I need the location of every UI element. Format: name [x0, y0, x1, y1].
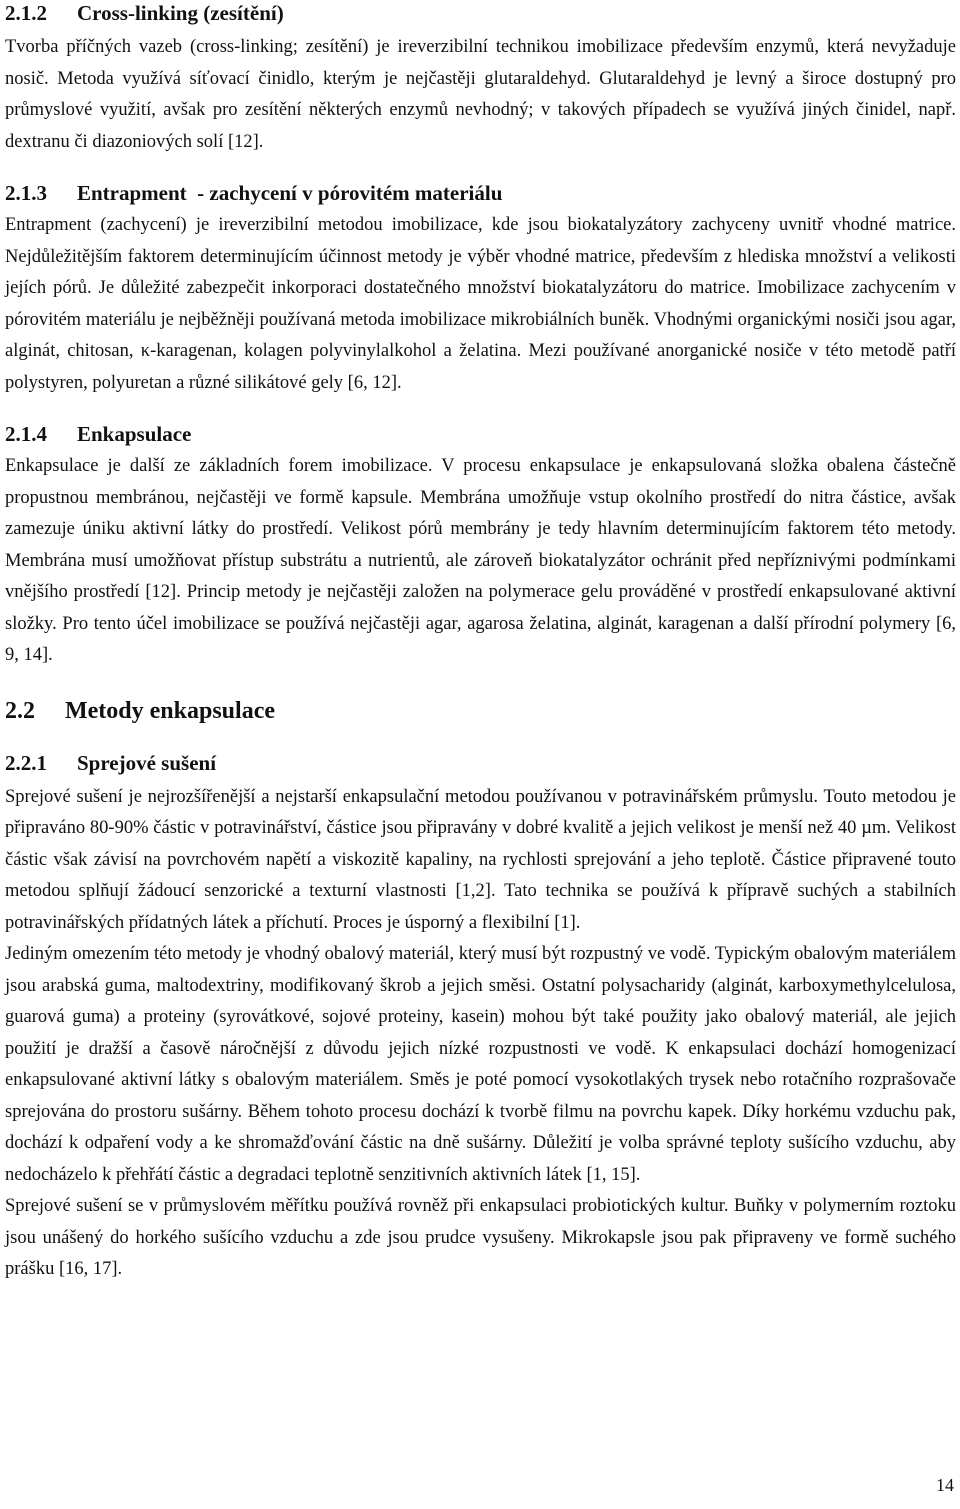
section-title: Entrapment - zachycení v pórovitém materiálu: [77, 181, 503, 205]
section-title: Metody enkapsulace: [65, 697, 275, 724]
section-heading-2-2-1: [5, 750, 956, 776]
paragraph-entrapment: Entrapment (zachycení) je ireverzibilní metodou imobilizace, kde jsou biokatalyzátory zachyceny uvnitř vhodné matrice. Nejdůležitějším faktorem determinujícím účinnost metody je výběr vhodné matrice, především z hlediska množství a velikosti jejích pórů. Je důležité zabezpečit inkorporaci dostatečného množství biokatalyzátoru do matrice. Imobilizace zachycením v pórovitém materiálu je nejběžněji používaná metoda imobilizace mikrobiálních buněk. Vhodnými organickými nosiči jsou agar, alginát, chitosan, κ-karagenan, kolagen polyvinylalkohol a želatina. Mezi používané anorganické nosiče v této metodě patří polystyren, polyuretan a různé silikátové gely [6, 12].: [5, 215, 956, 393]
paragraph-sprejove-suseni-3: Sprejové sušení se v průmyslovém měřítku používá rovněž při enkapsulaci probiotických kultur. Buňky v polymerním roztoku jsou unášený do horkého sušícího vzduchu a zde jsou prudce vysušeny. Mikrokapsle jsou pak připraveny ve formě suchého prášku [16, 17].: [5, 1196, 956, 1279]
paragraph-cross-linking: Tvorba příčných vazeb (cross-linking; zesítění) je ireverzibilní technikou imobilizace především enzymů, která nevyžaduje nosič. Metoda využívá síťovací činidlo, kterým je nejčastěji glutaraldehyd. Glutaraldehyd je levný a široce dostupný pro průmyslové využití, avšak pro zesítění některých enzymů nevhodný; v takových případech se využívá jiných činidel, např. dextranu či diazoniových solí [12].: [5, 37, 956, 152]
section-title: Enkapsulace: [77, 422, 192, 446]
paragraph-sprejove-suseni-1: Sprejové sušení je nejrozšířenější a nejstarší enkapsulační metodou používanou v potravinářském průmyslu. Touto metodou je připraváno 80-90% částic v potravinářství, částice jsou připravány v dobré kvalitě a jejich velikost je menší než 40 µm. Velikost částic však závisí na povrchovém napětí a viskozitě kapaliny, na rychlosti sprejování a jeho teplotě. Částice připravené touto metodou splňují žádoucí senzorické a texturní vlastnosti [1,2]. Tato technika se používá k přípravě suchých a stabilních potravinářských přídatných látek a příchutí. Proces je úsporný a flexibilní [1].: [5, 786, 956, 933]
section-number: 2.1.3: [5, 181, 47, 205]
section-number: 2.1.2: [5, 1, 47, 25]
section-heading-2-1-4: [5, 421, 956, 447]
paragraph-sprejove-suseni-2: Jediným omezením této metody je vhodný obalový materiál, který musí být rozpustný ve vodě. Typickým obalovým materiálem jsou arabská guma, maltodextriny, modifikovaný škrob a jejich směsi. Ostatní polysacharidy (alginát, karboxymethylcelulosa, guarová guma) a proteiny (syrovátkové, sojové proteiny, kasein) mohou být také použity jako obalový materiál, ale jejich použití je dražší a časově náročnější z důvodu jejich nízké rozpustnosti ve vodě. K enkapsulaci dochází homogenizací enkapsulované aktivní látky s obalovým materiálem. Směs je poté pomocí vysokotlakých trysek nebo rotačního rozprašovače sprejována do prostoru sušárny. Během tohoto procesu dochází k tvorbě filmu na povrchu kapek. Díky horkému vzduchu pak, dochází k odpaření vody a ke shromažďování částic na dně sušárny. Důležití je volba správné teploty sušícího vzduchu, aby nedocházelo k přehřátí částic a degradaci teplotně senzitivních aktivních látek [1, 15].: [5, 944, 956, 1185]
paragraph-enkapsulace: Enkapsulace je další ze základních forem imobilizace. V procesu enkapsulace je enkapsulovaná složka obalena částečně propustnou membránou, nejčastěji ve formě kapsule. Membrána umožňuje vstup okolního prostředí do nitra částice, avšak zamezuje úniku aktivní látky do prostředí. Velikost pórů membrány je tedy hlavním determinujícím faktorem této metody. Membrána musí umožňovat přístup substrátu a nutrientů, ale zároveň biokatalyzátor ochránit před nepříznivými podmínkami vnějšího prostředí [12]. Princip metody je nejčastěji založen na polymerace gelu prováděné v prostředí enkapsulované aktivní složky. Pro tento účel imobilizace se používá nejčastěji agar, agarosa želatina, alginát, karagenan a další přírodní polymery [6, 9, 14].: [5, 456, 956, 665]
section-number: 2.2.1: [5, 750, 47, 775]
section-number: 2.2: [5, 697, 35, 724]
section-title: Sprejové sušení: [77, 750, 217, 775]
page-number: 14: [936, 1475, 954, 1495]
section-number: 2.1.4: [5, 422, 47, 446]
section-heading-2-1-2: [5, 0, 956, 26]
section-heading-2-1-3: [5, 180, 956, 206]
document-page: [5, 0, 956, 1286]
section-title: Cross-linking (zesítění): [77, 1, 284, 25]
section-heading-2-2: [5, 696, 956, 726]
